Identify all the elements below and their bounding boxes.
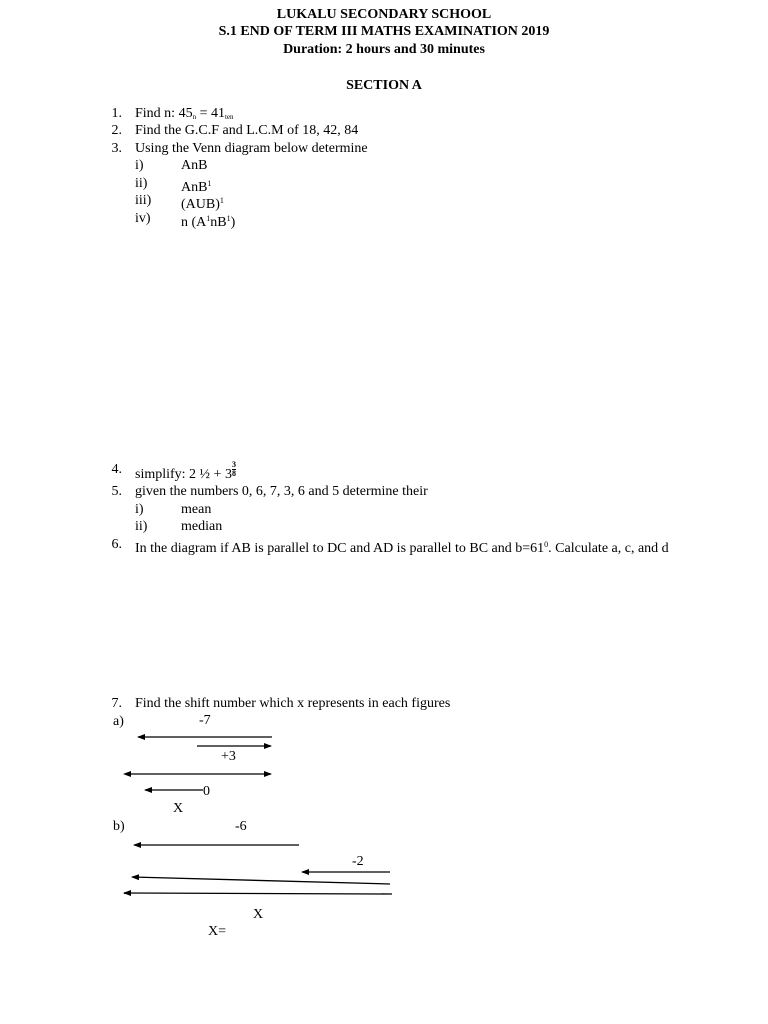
q5-text: given the numbers 0, 6, 7, 3, 6 and 5 determine their [135,484,428,499]
q3-item-post: ) [230,215,236,230]
q3-item-main: AnB [181,180,208,195]
q3-item-pre: n (A [181,215,207,230]
figure-a-shift-mid: +3 [221,749,236,764]
figure-b-answer: X= [208,924,227,939]
q4-fraction-denominator: 8 [231,469,236,478]
figure-b-unknown-x: X [253,907,264,922]
q5-item-label: i) [135,502,144,517]
q3-item-label: i) [135,158,144,173]
q1-mid-text: = 41 [196,106,225,121]
q5-number: 5. [111,484,122,499]
figure-a-shift-top: -7 [199,713,211,728]
q5-item-text: mean [181,502,212,517]
q2-text: Find the G.C.F and L.C.M of 18, 42, 84 [135,123,359,138]
q7-number: 7. [111,696,122,711]
q3-item-label: ii) [135,176,148,191]
arrow-a-double-left-head [123,771,131,777]
q4-expression: simplify: 2 ½ + 3 [135,467,232,482]
q4-number: 4. [111,462,122,477]
q2-number: 2. [111,123,122,138]
q6-text-main: In the diagram if AB is parallel to DC and AD is parallel to BC and b=61 [135,541,545,556]
q1-base-text: Find n: 45 [135,106,193,121]
q3-item-main: (AUB) [181,197,220,212]
q1-ten-sub: ten [224,113,234,121]
figure-b-label: b) [113,819,125,834]
section-heading: SECTION A [346,78,422,93]
q3-item-sup: 1 [226,214,231,223]
q4-fraction-numerator: 3 [231,460,236,469]
q3-number: 3. [111,141,122,156]
q3-item-sup: 1 [219,196,224,205]
q3-item-label: iv) [135,211,151,226]
figure-a-shift-small: 0 [203,784,210,799]
q7-text: Find the shift number which x represents in each figures [135,696,451,711]
q3-item-label: iii) [135,193,152,208]
q6-number: 6. [111,537,122,552]
figure-b-shift-top: -6 [235,819,247,834]
q3-text: Using the Venn diagram below determine [135,141,368,156]
exam-duration: Duration: 2 hours and 30 minutes [283,42,485,57]
arrow-b-long-2 [124,893,392,894]
figure-a-label: a) [113,714,124,729]
q3-item-text: AnB [181,158,208,173]
q3-item-sup: 1 [206,214,211,223]
figure-a-unknown-x: X [173,801,184,816]
q1-base-sub: n [192,113,197,121]
q5-item-text: median [181,519,223,534]
exam-title: S.1 END OF TERM III MATHS EXAMINATION 2019 [218,24,550,39]
q6-text-end: . Calculate a, c, and d [548,541,669,556]
school-name: LUKALU SECONDARY SCHOOL [276,7,492,22]
q1-number: 1. [111,106,122,121]
q6-degree-sup: 0 [544,540,549,549]
q5-item-label: ii) [135,519,148,534]
q3-item-mid: nB [210,215,227,230]
q3-item-sup: 1 [207,179,212,188]
arrow-b-long-1 [132,877,390,884]
figure-b-shift-mid: -2 [352,854,364,869]
